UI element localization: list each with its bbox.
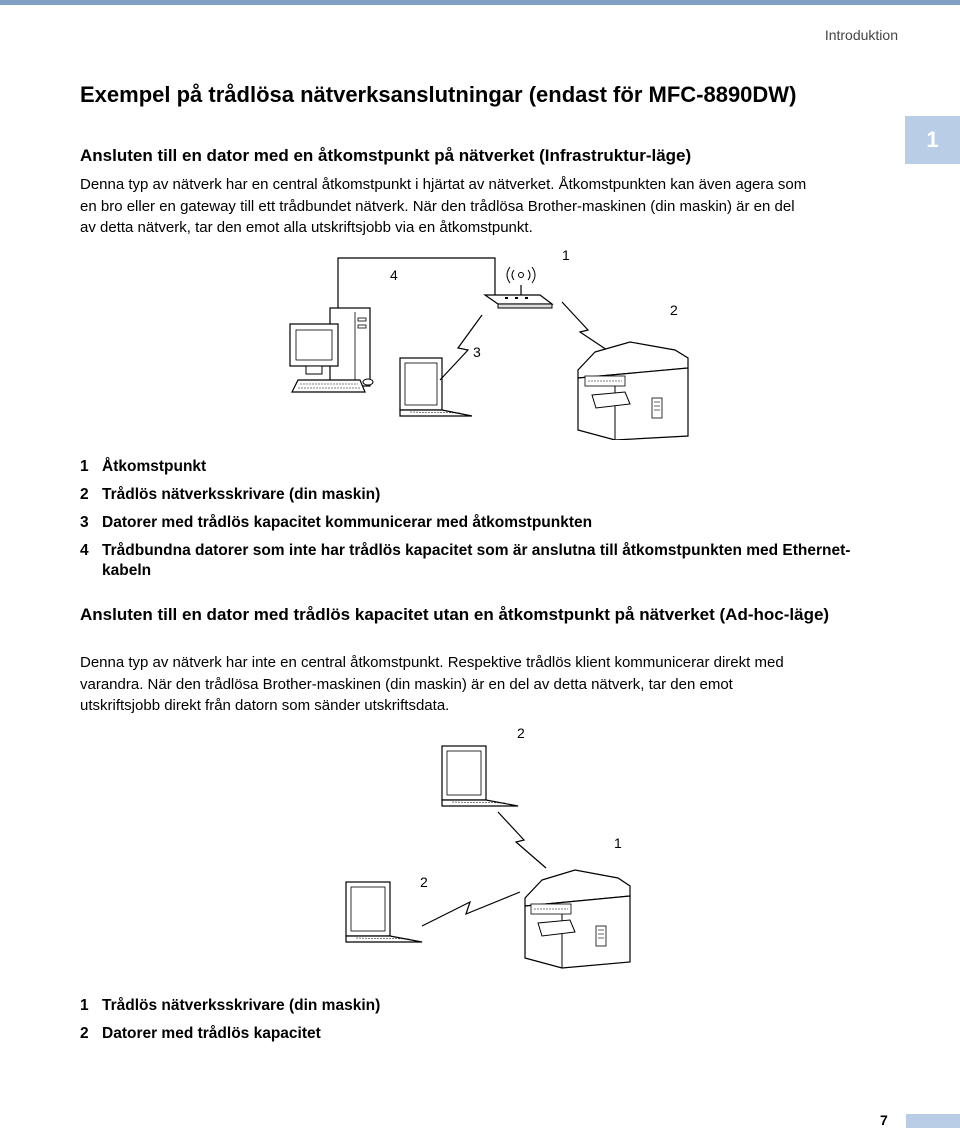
chapter-tab: 1 bbox=[905, 116, 960, 164]
top-rule bbox=[0, 0, 960, 5]
laptop-icon bbox=[400, 358, 472, 416]
paragraph-line: Denna typ av nätverk har inte en central åtkomstpunkt. Respektive trådlös klient kommunicerar direkt med bbox=[80, 654, 784, 671]
diagram-label-2: 2 bbox=[670, 302, 678, 318]
diagram-label-2: 2 bbox=[517, 725, 525, 741]
wireless-signal-icon bbox=[422, 892, 520, 926]
list-item: 2 Trådlös nätverksskrivare (din maskin) bbox=[80, 486, 381, 503]
section2-paragraph bbox=[80, 652, 890, 717]
paragraph-line: Denna typ av nätverk har en central åtkomstpunkt i hjärtat av nätverket. Åtkomstpunkten kan även agera som bbox=[80, 176, 807, 193]
desktop-computer-icon bbox=[290, 308, 373, 392]
diagram-label-3: 3 bbox=[473, 344, 481, 360]
wireless-signal-icon bbox=[562, 302, 610, 352]
list-item: 3 Datorer med trådlös kapacitet kommunicerar med åtkomstpunkten bbox=[80, 514, 593, 531]
list-item: 2 Datorer med trådlös kapacitet bbox=[80, 1025, 321, 1042]
list-item: 1 Åtkomstpunkt bbox=[80, 458, 207, 475]
running-header: Introduktion bbox=[824, 27, 898, 43]
page-title: Exempel på trådlösa nätverksanslutningar (endast för MFC-8890DW) bbox=[80, 82, 797, 107]
section1-heading: Ansluten till en dator med en åtkomstpunkt på nätverket (Infrastruktur-läge) bbox=[80, 146, 692, 165]
section2-heading: Ansluten till en dator med trådlös kapacitet utan en åtkomstpunkt på nätverket (Ad-hoc-läge) bbox=[80, 605, 830, 624]
diagram-label-4: 4 bbox=[390, 267, 398, 283]
section1-legend bbox=[80, 457, 880, 589]
infrastructure-diagram bbox=[270, 240, 710, 440]
page-number: 7 bbox=[880, 1112, 888, 1128]
diagram-label-1: 1 bbox=[562, 247, 570, 263]
laptop-icon bbox=[346, 882, 422, 942]
printer-icon bbox=[578, 342, 688, 440]
wireless-signal-icon bbox=[498, 812, 546, 868]
printer-icon bbox=[525, 870, 630, 968]
laptop-icon bbox=[442, 746, 518, 806]
paragraph-line: en bro eller en gateway till ett trådbundet nätverk. När den trådlösa Brother-maskinen (din maskin) är en del bbox=[80, 197, 795, 215]
list-item: 4 Trådbundna datorer som inte har trådlös kapacitet som är anslutna till åtkomstpunkten med Ethernet-kabeln bbox=[80, 542, 851, 579]
page-number-bar bbox=[906, 1114, 960, 1128]
section2-legend bbox=[80, 996, 880, 1052]
paragraph-line: varandra. När den trådlösa Brother-maskinen (din maskin) är en del av detta nätverk, tar den emot bbox=[80, 675, 733, 693]
diagram-label-1: 1 bbox=[614, 835, 622, 851]
paragraph-line: av detta nätverk, tar den emot alla utskriftsjobb via en åtkomstpunkt. bbox=[80, 219, 533, 236]
section1-paragraph bbox=[80, 174, 890, 239]
paragraph-line: utskriftsjobb direkt från datorn som sänder utskriftsdata. bbox=[80, 697, 450, 714]
adhoc-diagram bbox=[320, 720, 640, 980]
diagram-label-2: 2 bbox=[420, 874, 428, 890]
list-item: 1 Trådlös nätverksskrivare (din maskin) bbox=[80, 997, 381, 1014]
